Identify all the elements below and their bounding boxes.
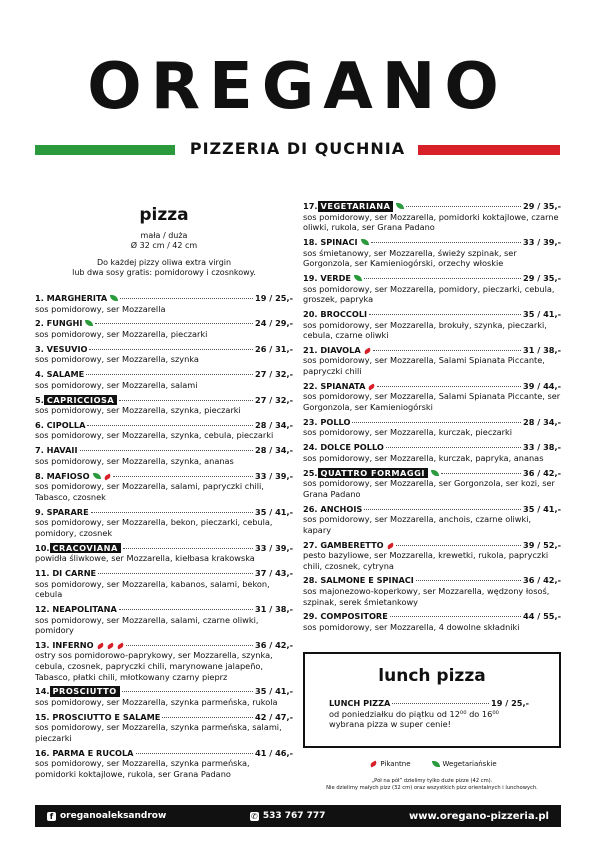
menu-item-number-name: 16. PARMA E RUCOLA	[35, 747, 134, 758]
menu-item-number-name: 18. SPINACI	[303, 236, 358, 247]
chili-icon	[106, 642, 114, 649]
menu-item-price: 35 / 41,-	[523, 503, 561, 514]
menu-item-description: sos pomidorowy, ser Mozzarella, kurczak, papryka, ananas	[303, 452, 544, 463]
dot-leader	[369, 314, 521, 315]
chili-icon	[386, 542, 394, 549]
leaf-icon	[432, 761, 440, 767]
menu-item-price: 33 / 39,-	[255, 470, 293, 481]
subtitle: PIZZERIA DI QUCHNIA	[189, 139, 406, 158]
leaf-icon	[361, 239, 369, 245]
menu-item	[35, 445, 293, 466]
lunch-promo: wybrana pizza w super cenie!	[329, 719, 451, 730]
menu-item-description: sos pomidorowy, ser Mozzarella, szynka parmeńska, salami, pieczarki	[35, 722, 282, 743]
menu-item-description: powidła śliwkowe, ser Mozzarella, kiełbasa krakowska	[35, 553, 255, 564]
menu-item-number-name: 14.	[35, 686, 50, 697]
menu-item-head	[35, 344, 293, 355]
menu-item-head	[35, 640, 293, 651]
facebook-handle: oreganoaleksandrow	[60, 811, 167, 821]
leaf-icon	[93, 473, 101, 479]
menu-item-head	[303, 345, 561, 356]
menu-item-head	[303, 611, 561, 622]
menu-item	[35, 640, 293, 682]
dot-leader	[80, 450, 254, 451]
menu-item-description: sos pomidorowy, ser Mozzarella, szynka parmeńska, pomidorki koktajlowe, rukola, ser Grana Padano	[35, 758, 250, 779]
menu-item	[303, 442, 561, 463]
dot-leader	[87, 425, 253, 426]
menu-item-number-name: 20. BROCCOLI	[303, 308, 368, 319]
phone-icon: ✆	[250, 811, 258, 821]
left-column	[35, 198, 293, 784]
menu-item-number-name: 5.	[35, 394, 44, 405]
menu-item-description: sos pomidorowy, ser Mozzarella, kurczak, pieczarki	[303, 427, 513, 438]
left-menu-list	[35, 293, 293, 780]
sizes-diameter: Ø 32 cm / 42 cm	[130, 241, 198, 250]
legend-spicy-label: Pikantne	[380, 760, 411, 768]
menu-item-number-name: 15. PROSCIUTTO E SALAME	[35, 711, 161, 722]
footer-facebook[interactable]	[47, 811, 166, 821]
menu-item-number-name: 7. HAVAII	[35, 445, 78, 456]
menu-item-number-name: 17.	[303, 201, 318, 211]
menu-item-price: 39 / 44,-	[523, 380, 561, 391]
menu-item-number-name: 28. SALMONE E SPINACI	[303, 575, 414, 586]
sizes-label: mała / duża	[140, 231, 188, 240]
dot-leader	[122, 691, 253, 692]
menu-item-number-name: 19. VERDE	[303, 272, 351, 283]
leaf-icon	[110, 295, 118, 301]
menu-item-price: 27 / 32,-	[255, 394, 293, 405]
menu-item	[303, 611, 561, 632]
notes	[303, 778, 561, 792]
menu-item-number-name: 23. POLLO	[303, 416, 351, 427]
menu-item-price: 44 / 55,-	[523, 611, 561, 622]
menu-item-number-name: 22. SPIANATA	[303, 380, 366, 391]
menu-item	[303, 381, 561, 413]
chili-icon	[103, 473, 111, 480]
dot-leader	[119, 609, 253, 610]
dot-leader	[441, 473, 521, 474]
note-line2: Nie dzielimy małych pizz (32 cm) oraz wszystkich pizz orientalnych i lunchowych.	[326, 785, 538, 791]
menu-item	[303, 468, 561, 500]
menu-item-price: 29 / 35,-	[523, 272, 561, 283]
menu-item	[303, 540, 561, 572]
menu-item-highlight-name: CAPRICCIOSA	[44, 395, 117, 406]
note-line1: „Pół na pół” dzielimy tylko duże pizze (42 cm).	[371, 778, 493, 784]
menu-item-price: 33 / 38,-	[523, 442, 561, 453]
menu-item	[35, 604, 293, 636]
menu-item-description: sos pomidorowy, ser Mozzarella, salami, papryczki chili, Tabasco, czosnek	[35, 481, 264, 502]
menu-item-number-name: 24. DOLCE POLLO	[303, 442, 384, 453]
dot-leader	[406, 206, 521, 207]
chili-icon	[370, 761, 378, 768]
menu-item-head	[35, 568, 293, 579]
menu-item-number-name: 6. CIPOLLA	[35, 419, 86, 430]
leaf-icon	[85, 320, 93, 326]
menu-item	[35, 395, 293, 416]
menu-item-price: 41 / 46,-	[255, 747, 293, 758]
menu-item-description: sos pomidorowy, ser Mozzarella, salami	[35, 379, 198, 390]
menu-item-highlight-name: PROSCIUTTO	[50, 686, 120, 697]
oil-note	[35, 258, 293, 278]
menu-item	[303, 273, 561, 305]
menu-item-description: sos pomidorowy, ser Mozzarella, bekon, pieczarki, cebula, pomidory, czosnek	[35, 517, 273, 538]
menu-item	[35, 318, 293, 339]
dot-leader	[86, 374, 253, 375]
lunch-item-price: 19 / 25,-	[491, 698, 529, 708]
menu-item-description: sos pomidorowy, ser Mozzarella, szynka, ananas	[35, 455, 234, 466]
dot-leader	[377, 386, 521, 387]
menu-item-head	[35, 686, 293, 697]
menu-item-number-name: 26. ANCHOIS	[303, 503, 363, 514]
menu-item-price: 35 / 41,-	[523, 308, 561, 319]
menu-item-price: 36 / 42,-	[523, 575, 561, 586]
menu-item-description: ostry sos pomidorowo-paprykowy, ser Mozzarella, szynka, cebula, czosnek, papryczki chili, marynowane jalapeño, Tabasco, płatki chili, młotkowany czarny pieprz	[35, 650, 273, 682]
menu-item-price: 31 / 38,-	[523, 344, 561, 355]
menu-item-description: sos pomidorowy, ser Mozzarella, 4 dowolne składniki	[303, 622, 520, 633]
menu-item-head	[303, 237, 561, 248]
legend-veg-label: Wegetariańskie	[442, 760, 497, 768]
dot-leader	[98, 573, 253, 574]
legend-spicy	[367, 760, 410, 768]
menu-item-head	[303, 201, 561, 212]
dot-leader	[364, 509, 521, 510]
menu-item-price: 42 / 47,-	[255, 711, 293, 722]
menu-item-head	[35, 318, 293, 329]
pizza-sizes	[35, 231, 293, 251]
dot-leader	[386, 447, 521, 448]
menu-item-description: sos pomidorowy, ser Mozzarella, kabanos, salami, bekon, cebula	[35, 578, 270, 600]
menu-item-head	[303, 417, 561, 428]
menu-item-price: 36 / 42,-	[255, 639, 293, 650]
menu-item	[303, 201, 561, 233]
menu-item-number-name: 11. DI CARNE	[35, 567, 97, 578]
chili-icon	[116, 642, 124, 649]
menu-item-number-name: 3. VESUVIO	[35, 343, 88, 354]
logo: OREGANO	[87, 50, 508, 124]
menu-item-number-name: 8. MAFIOSO	[35, 470, 90, 481]
menu-item-price: 24 / 29,-	[255, 318, 293, 329]
menu-item	[35, 568, 293, 600]
menu-item-description: pesto bazyliowe, ser Mozzarella, krewetki, rukola, papryczki chili, czosnek, cytryna	[303, 550, 549, 571]
menu-item-head	[303, 468, 561, 479]
lunch-item-name: LUNCH PIZZA	[329, 698, 391, 708]
menu-item-number-name: 4. SALAME	[35, 369, 85, 380]
menu-item-head	[303, 273, 561, 284]
menu-item	[303, 575, 561, 607]
menu-item-price: 35 / 41,-	[255, 686, 293, 697]
dot-leader	[390, 616, 521, 617]
dot-leader	[119, 400, 253, 401]
menu-item-number-name: 2. FUNGHI	[35, 318, 83, 329]
dot-leader	[126, 645, 253, 646]
menu-item-head	[35, 369, 293, 380]
menu-item-description: sos pomidorowy, ser Mozzarella, pomidorki koktajlowe, czarne oliwki, rukola, ser Grana Padano	[303, 211, 559, 233]
menu-item-head	[303, 381, 561, 392]
menu-item-description: sos pomidorowy, ser Mozzarella, ser Gorgonzola, ser kozi, ser Grana Padano	[303, 478, 555, 499]
menu-item-highlight-name: VEGETARIANA	[318, 201, 394, 212]
menu-item	[35, 686, 293, 707]
menu-item-price: 33 / 39,-	[255, 542, 293, 553]
lunch-hours: od poniedziałku do piątku od 12⁰⁰ do 16⁰⁰	[329, 708, 499, 719]
oil-note-line1: Do każdej pizzy oliwa extra virgin	[96, 258, 232, 267]
menu-item-description: sos pomidorowy, ser Mozzarella, szynka, cebula, pieczarki	[35, 430, 274, 441]
menu-item-number-name: 12. NEAPOLITANA	[35, 603, 117, 614]
menu-item-number-name: 9. SPARARE	[35, 506, 89, 517]
menu-item-price: 28 / 34,-	[255, 419, 293, 430]
menu-item-price: 37 / 43,-	[255, 567, 293, 578]
menu-item	[35, 471, 293, 503]
menu-item	[303, 417, 561, 438]
legend-veg	[429, 760, 497, 768]
lunch-box	[303, 652, 561, 748]
menu-item	[35, 420, 293, 441]
menu-item-description: sos pomidorowy, ser Mozzarella, Salami Spianata Piccante, ser Gorgonzola, ser Kamieniogórski	[303, 391, 561, 413]
menu-item-description: sos pomidorowy, ser Mozzarella, szynka	[35, 354, 199, 365]
menu-item-description: sos pomidorowy, ser Mozzarella	[35, 303, 166, 314]
chili-icon	[96, 642, 104, 649]
menu-item-description: sos pomidorowy, ser Mozzarella, pomidory, pieczarki, cebula, groszek, papryka	[303, 283, 555, 305]
dot-leader	[392, 703, 489, 704]
menu-item-price: 27 / 32,-	[255, 369, 293, 380]
menu-item-head	[35, 293, 293, 304]
menu-item-head	[35, 445, 293, 456]
menu-item-description: sos pomidorowy, ser Mozzarella, szynka parmeńska, rukola	[35, 697, 278, 708]
menu-item	[303, 309, 561, 341]
leaf-icon	[431, 470, 439, 476]
menu-item-number-name: 1. MARGHERITA	[35, 293, 108, 303]
menu-item-description: sos pomidorowy, ser Mozzarella, pieczarki	[35, 328, 208, 339]
menu-item	[35, 293, 293, 314]
dot-leader	[123, 548, 253, 549]
dot-leader	[95, 323, 253, 324]
menu-item	[303, 345, 561, 377]
menu-item-number-name: 27. GAMBERETTO	[303, 539, 384, 550]
footer-phone[interactable]	[250, 811, 326, 821]
menu-item-price: 35 / 41,-	[255, 506, 293, 517]
footer-website[interactable]	[409, 811, 549, 822]
website-url: www.oregano-pizzeria.pl	[408, 810, 549, 822]
menu-item-head	[35, 507, 293, 518]
dot-leader	[352, 422, 521, 423]
menu-item-head	[303, 575, 561, 586]
legend	[303, 760, 561, 768]
lunch-item-head	[329, 698, 529, 709]
menu-item-description: sos majonezowo-koperkowy, ser Mozzarella, wędzony łosoś, szpinak, serek śmietankowy	[303, 586, 550, 607]
menu-item-description: sos pomidorowy, ser Mozzarella, anchois, czarne oliwki, kapary	[303, 514, 532, 535]
menu-item-price: 33 / 39,-	[523, 236, 561, 247]
menu-item-head	[35, 395, 293, 406]
lunch-item	[329, 698, 529, 730]
facebook-icon: f	[47, 812, 56, 821]
oil-note-line2: lub dwa sosy gratis: pomidorowy i czosnkowy.	[72, 268, 256, 277]
menu-item-head	[35, 543, 293, 554]
menu-item	[35, 543, 293, 564]
pizza-section-title: pizza	[139, 205, 189, 225]
menu-item	[303, 504, 561, 536]
menu-item-price: 29 / 35,-	[523, 201, 561, 211]
footer-bar	[35, 805, 561, 827]
menu-item-head	[35, 604, 293, 615]
dot-leader	[113, 476, 253, 477]
menu-item-head	[35, 420, 293, 431]
dot-leader	[162, 717, 253, 718]
menu-item-number-name: 29. COMPOSITORE	[303, 611, 388, 622]
leaf-icon	[354, 275, 362, 281]
menu-item-description: sos pomidorowy, ser Mozzarella, szynka, pieczarki	[35, 405, 241, 416]
menu-item-number-name: 10.	[35, 542, 50, 553]
dot-leader	[136, 753, 254, 754]
menu-item-description: sos pomidorowy, ser Mozzarella, brokuły, szynka, pieczarki, cebula, czarne oliwki	[303, 319, 547, 341]
menu-item-description: sos śmietanowy, ser Mozzarella, świeży szpinak, ser Gorgonzola, ser Kamieniogórski, orzechy włoskie	[303, 247, 517, 269]
chili-icon	[368, 383, 376, 390]
dot-leader	[364, 278, 521, 279]
menu-item-number-name: 13. INFERNO	[35, 639, 94, 650]
menu-item-head	[35, 748, 293, 759]
menu-item-number-name: 21. DIAVOLA	[303, 344, 361, 355]
menu-item-highlight-name: QUATTRO FORMAGGI	[318, 468, 428, 479]
menu-item	[35, 712, 293, 744]
menu-item-price: 36 / 42,-	[523, 467, 561, 478]
menu-item	[35, 369, 293, 390]
menu-item	[303, 237, 561, 269]
lunch-title: lunch pizza	[378, 666, 486, 686]
menu-item-description: sos pomidorowy, ser Mozzarella, Salami Spianata Piccante, papryczki chili	[303, 355, 545, 377]
dot-leader	[396, 545, 521, 546]
menu-item-price: 28 / 34,-	[523, 416, 561, 427]
menu-item-price: 31 / 38,-	[255, 603, 293, 614]
menu-item-head	[303, 540, 561, 551]
menu-item-price: 19 / 25,-	[255, 293, 293, 303]
menu-item-head	[303, 442, 561, 453]
dot-leader	[373, 350, 521, 351]
leaf-icon	[396, 203, 404, 209]
dot-leader	[89, 349, 253, 350]
menu-item-head	[35, 712, 293, 723]
menu-item	[35, 507, 293, 539]
dot-leader	[91, 512, 253, 513]
menu-item-highlight-name: CRACOVIANA	[50, 543, 121, 554]
dot-leader	[371, 242, 521, 243]
menu-item-head	[303, 504, 561, 515]
menu-item-number-name: 25.	[303, 467, 318, 478]
dot-leader	[120, 298, 253, 299]
menu-item-price: 28 / 34,-	[255, 445, 293, 456]
menu-item-price: 26 / 31,-	[255, 343, 293, 354]
right-column	[303, 201, 561, 637]
menu-item-description: sos pomidorowy, ser Mozzarella, salami, czarne oliwki, pomidory	[35, 614, 259, 636]
dot-leader	[416, 580, 521, 581]
menu-item-price: 39 / 52,-	[523, 539, 561, 550]
menu-item-head	[35, 471, 293, 482]
right-menu-list	[303, 201, 561, 633]
phone-number: 533 767 777	[262, 811, 326, 821]
menu-item	[35, 344, 293, 365]
menu-item-head	[303, 309, 561, 320]
chili-icon	[363, 347, 371, 354]
menu-item	[35, 748, 293, 780]
